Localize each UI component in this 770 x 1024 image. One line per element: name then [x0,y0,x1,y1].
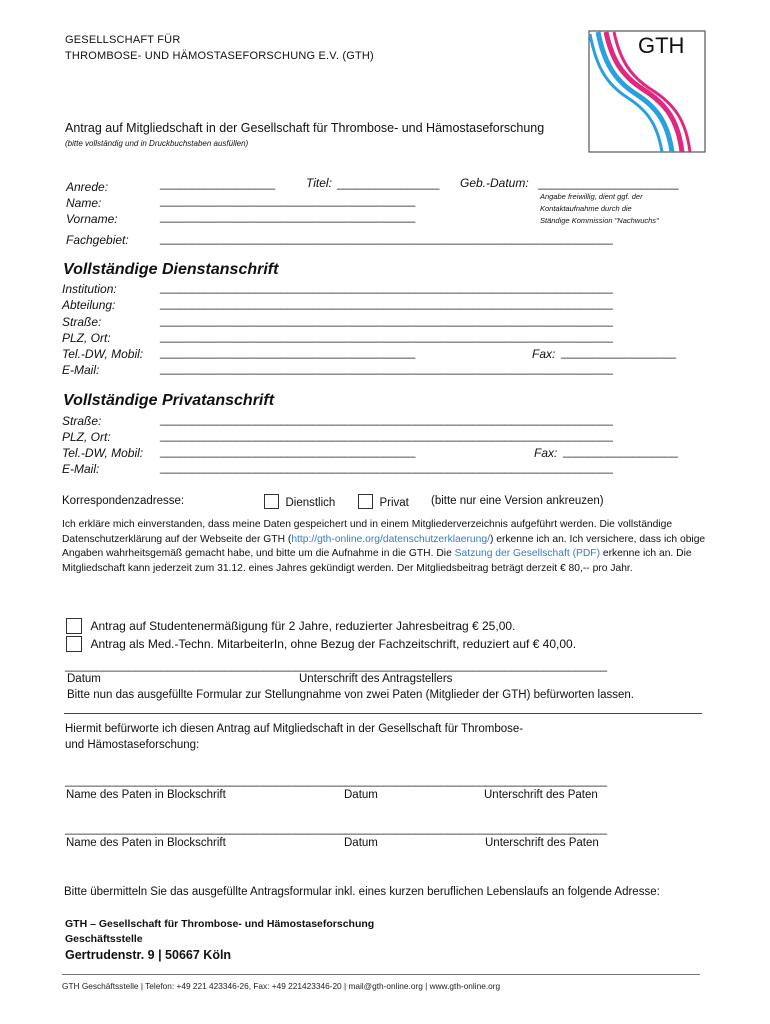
name-label: Name: [66,196,102,210]
dienstlich-option[interactable] [264,493,335,511]
paten-intro-line1: Hiermit befürworte ich diesen Antrag auf Mitgliedschaft in der Gesellschaft für Thrombose- [65,723,524,735]
statutes-link[interactable]: Satzung der Gesellschaft (PDF) [454,548,601,560]
dienst-email-label: E-Mail: [62,363,100,377]
divider [64,713,702,714]
privat-fax-field[interactable]: __________________ [563,444,678,458]
privat-checkbox[interactable] [358,494,373,509]
dienst-strasse-label: Straße: [62,315,102,329]
geb-datum-note-line: Angabe freiwillig, dient ggf. der [540,192,643,201]
pate1-name-label: Name des Paten in Blockschrift [66,789,226,801]
medtech-option[interactable] [66,635,576,653]
dienst-fax-label: Fax: [532,347,556,361]
footer-contact: GTH Geschäftsstelle | Telefon: +49 221 423346-26, Fax: +49 221423346-20 | mail@gth-online.org | www.gth-online.org [62,981,501,991]
privat-fax-label: Fax: [534,446,558,460]
korrespondenz-label: Korrespondenzadresse: [62,495,185,507]
submission-instruction: Bitte übermitteln Sie das ausgefüllte Antragsformular inkl. eines kurzen beruflichen Lebenslaufs an folgende Adresse: [64,886,660,898]
datum-label: Datum [67,673,101,685]
pate2-name-label: Name des Paten in Blockschrift [66,837,226,849]
org-name-line1: GESELLSCHAFT FÜR [65,34,181,46]
pate2-signature-field[interactable]: _____________________________________________________________________________________ [65,821,607,835]
applicant-signature-field[interactable]: _____________________________________________________________________________________ [65,658,607,672]
medtech-checkbox[interactable] [66,636,82,652]
institution-field[interactable]: _______________________________________________________________________ [160,280,613,294]
privat-strasse-field[interactable]: _______________________________________________________________________ [160,412,613,426]
fachgebiet-field[interactable]: _______________________________________________________________________ [160,231,613,245]
name-field[interactable]: ________________________________________ [160,193,415,207]
student-label: Antrag auf Studentenermäßigung für 2 Jahre, reduzierter Jahresbeitrag € 25,00. [90,619,516,633]
pate1-unterschrift-label: Unterschrift des Paten [484,789,598,801]
dienst-tel-field[interactable]: ________________________________________ [160,345,415,359]
logo-text: GTH [638,33,685,58]
pate1-signature-field[interactable]: _____________________________________________________________________________________ [65,773,607,787]
privat-option[interactable] [358,493,409,511]
pate1-datum-label: Datum [344,789,378,801]
privat-email-label: E-Mail: [62,462,100,476]
consent-paragraph [62,518,712,576]
dienst-strasse-field[interactable]: _______________________________________________________________________ [160,313,613,327]
dienstlich-checkbox[interactable] [264,494,279,509]
form-title: Antrag auf Mitgliedschaft in der Gesellschaft für Thrombose- und Hämostaseforschung [65,121,545,135]
address-office: Geschäftsstelle [65,933,143,945]
anrede-field[interactable]: __________________ [160,176,275,190]
pate2-datum-label: Datum [344,837,378,849]
applicant-signature-label: Unterschrift des Antragstellers [299,673,453,685]
geb-datum-label: Geb.-Datum: [460,176,529,190]
gth-logo [588,30,706,153]
abteilung-label: Abteilung: [62,298,116,312]
student-checkbox[interactable] [66,618,82,634]
student-option[interactable] [66,617,515,635]
institution-label: Institution: [62,282,117,296]
abteilung-field[interactable]: _______________________________________________________________________ [160,296,613,310]
privat-plz-ort-label: PLZ, Ort: [62,430,111,444]
privatanschrift-heading: Vollständige Privatanschrift [63,392,275,409]
consent-text: erkenne ich an. Die Mitgliedschaft kann jederzeit zum 31.12. eines Jahres gekündigt werden. Der Mitgliedsbeitrag beträgt derzeit € 80,-- pro Jahr. [62,548,692,574]
geb-datum-note-line: Ständige Kommission "Nachwuchs" [540,216,659,225]
consent-text: Ich erkläre mich einverstanden, dass meine Daten gespeichert und in einem Mitgliederverzeichnis aufgeführt werden. Die vollständige Datenschutzerklärung auf der Webseite der GTH ( [62,519,673,545]
geb-datum-note [540,191,659,227]
titel-field[interactable]: ________________ [337,176,439,190]
medtech-label: Antrag als Med.-Techn. MitarbeiterIn, ohne Bezug der Fachzeitschrift, reduziert auf € 40,00. [90,637,577,651]
fachgebiet-label: Fachgebiet: [66,233,129,247]
address-street: Gertrudenstr. 9 | 50667 Köln [65,948,232,962]
vorname-field[interactable]: ________________________________________ [160,209,415,223]
titel-label: Titel: [306,176,332,190]
korrespondenz-hint: (bitte nur eine Version ankreuzen) [431,495,604,507]
form-instruction: (bitte vollständig und in Druckbuchstaben ausfüllen) [65,139,249,148]
dienst-email-field[interactable]: _______________________________________________________________________ [160,361,613,375]
anrede-label: Anrede: [66,180,109,194]
privat-plz-ort-field[interactable]: _______________________________________________________________________ [160,428,613,442]
privat-tel-field[interactable]: ________________________________________ [160,444,415,458]
privacy-policy-link[interactable]: http://gth-online.org/datenschutzerklaerung/ [291,533,490,545]
pate2-unterschrift-label: Unterschrift des Paten [485,837,599,849]
org-name-line2: THROMBOSE- UND HÄMOSTASEFORSCHUNG E.V. (GTH) [65,50,374,62]
paten-intro-line2: und Hämostaseforschung: [65,739,200,751]
privat-tel-label: Tel.-DW, Mobil: [62,446,144,460]
geb-datum-field[interactable]: ______________________ [538,176,679,190]
dienstanschrift-heading: Vollständige Dienstanschrift [63,261,279,278]
address-org: GTH – Gesellschaft für Thrombose- und Hämostaseforschung [65,918,375,930]
dienst-plz-ort-field[interactable]: _______________________________________________________________________ [160,329,613,343]
vorname-label: Vorname: [66,212,118,226]
privat-strasse-label: Straße: [62,414,102,428]
privat-email-field[interactable]: _______________________________________________________________________ [160,460,613,474]
geb-datum-note-line: Kontaktaufnahme durch die [540,204,632,213]
consent-text: ) erkenne ich an. Ich versichere, dass ich obige Angaben wahrheitsgemäß gemacht habe, und bitte um die Aufnahme in die GTH. Die [62,533,706,560]
dienst-fax-field[interactable]: __________________ [561,345,676,359]
footer-divider [62,974,700,975]
org-name [65,32,374,64]
dienst-plz-ort-label: PLZ, Ort: [62,331,111,345]
sponsor-note: Bitte nun das ausgefüllte Formular zur Stellungnahme von zwei Paten (Mitglieder der GTH) befürworten lassen. [67,689,634,701]
privat-option-label: Privat [379,497,409,509]
dienstlich-label: Dienstlich [285,497,336,509]
dienst-tel-label: Tel.-DW, Mobil: [62,347,144,361]
